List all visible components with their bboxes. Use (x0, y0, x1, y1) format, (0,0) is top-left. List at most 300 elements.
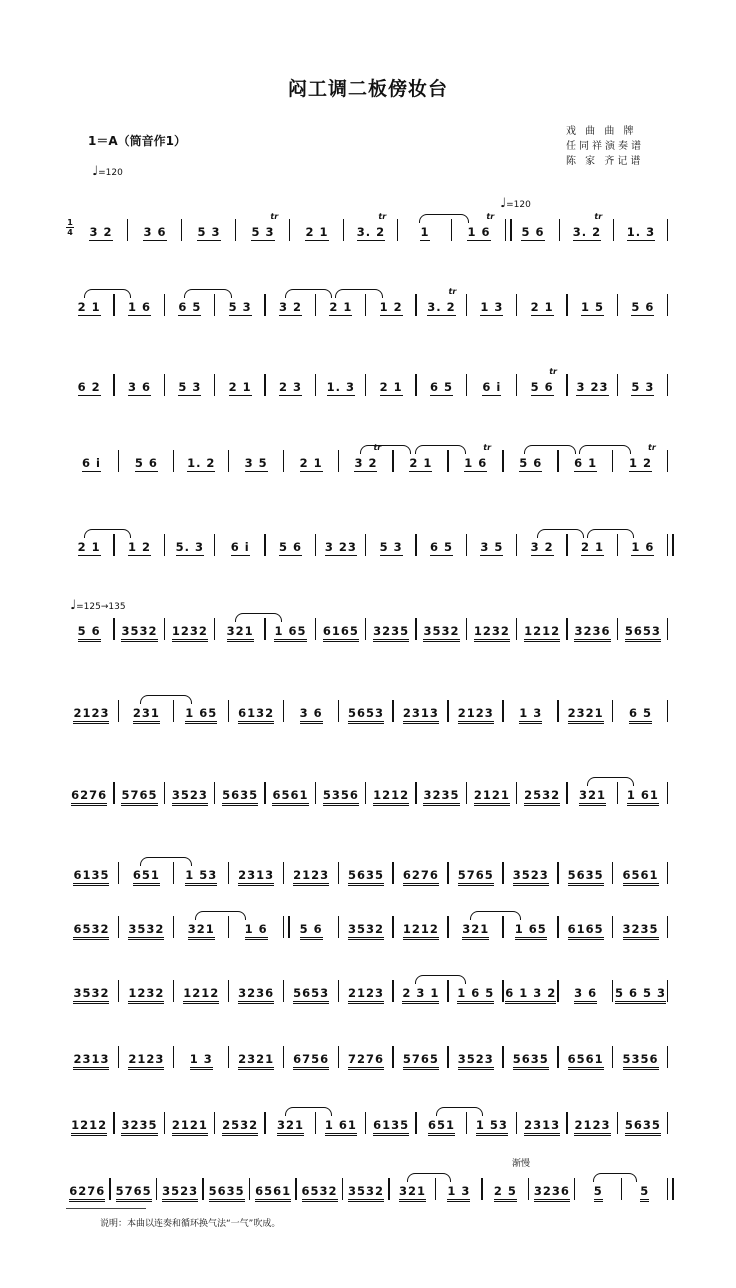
barline (315, 618, 316, 640)
measure (450, 922, 501, 946)
measure (469, 788, 515, 812)
slur-mark (415, 445, 466, 454)
note-group: 5765 (121, 788, 157, 806)
note-group: 1212 (373, 788, 409, 806)
measure (176, 456, 227, 480)
barline (667, 782, 668, 804)
barline (566, 618, 567, 640)
note-group: 1 6 (245, 922, 268, 940)
note-group: 2 1 (305, 225, 329, 239)
measure (217, 1118, 263, 1142)
measure (121, 706, 172, 730)
measure (66, 456, 117, 480)
measure (116, 624, 162, 648)
measure (121, 986, 172, 1010)
note-group: 5653 (348, 706, 384, 724)
barline (392, 980, 393, 1002)
measure (167, 540, 213, 564)
trill-mark: tr (486, 212, 495, 221)
barline (566, 782, 567, 804)
measure (505, 706, 556, 730)
note-group: 5765 (458, 868, 494, 886)
measure (450, 706, 501, 730)
barline (338, 916, 339, 938)
barline (365, 1112, 366, 1134)
barline (228, 862, 229, 884)
barline (415, 374, 416, 396)
barline (315, 782, 316, 804)
note-group: 2 1 (228, 380, 252, 394)
measure (66, 868, 117, 892)
barline (481, 1178, 482, 1200)
slur-mark (285, 289, 332, 298)
barline (612, 1046, 613, 1068)
note-group: 3 6 (143, 225, 167, 239)
note-group: 6165 (568, 922, 604, 940)
measure (569, 300, 615, 324)
measure (615, 868, 666, 892)
barline (415, 782, 416, 804)
measure (519, 540, 565, 564)
measure (184, 225, 234, 249)
barline (612, 980, 613, 1002)
barline (447, 980, 448, 1002)
measure (560, 456, 611, 480)
note-group: 3532 (348, 1184, 384, 1202)
measure (267, 380, 313, 404)
barline (214, 1112, 215, 1134)
note-group: 1232 (172, 624, 208, 642)
barline (164, 1112, 165, 1134)
trill-mark: tr (483, 443, 492, 452)
barline (667, 219, 668, 241)
note-group: 5653 (625, 624, 661, 642)
measure (121, 456, 172, 480)
note-group: 2123 (293, 868, 329, 886)
barline (557, 980, 558, 1002)
barline (617, 294, 618, 316)
note-group: 5 3 (251, 225, 275, 239)
measure (286, 868, 337, 892)
note-group: 3 2 (530, 540, 554, 554)
measure (569, 788, 615, 812)
measure (167, 380, 213, 404)
note-group: 1 3 (190, 1052, 213, 1070)
barline (667, 862, 668, 884)
note-group: 1. 3 (326, 380, 356, 394)
barline (283, 700, 284, 722)
barline (173, 1046, 174, 1068)
note-group: 5 6 5 3 (615, 986, 666, 1004)
note-group: 2 3 1 (402, 986, 439, 1004)
barline (557, 1046, 558, 1068)
barline (617, 534, 618, 556)
measure (368, 624, 414, 648)
barline (612, 450, 613, 472)
measure (454, 225, 504, 249)
note-group: 5765 (116, 1184, 152, 1202)
slur-mark (407, 1173, 451, 1182)
barline (118, 1046, 119, 1068)
barline (228, 450, 229, 472)
note-group: 1232 (128, 986, 164, 1004)
note-group: 1 61 (627, 788, 659, 806)
measure (505, 456, 556, 480)
measure (267, 540, 313, 564)
footnote-divider (66, 1208, 146, 1209)
note-group: 2313 (73, 1052, 109, 1070)
measure (66, 540, 112, 564)
trill-mark: tr (378, 212, 387, 221)
measure (286, 986, 337, 1010)
slur-mark (285, 1107, 332, 1116)
note-group: 1 6 (631, 540, 655, 554)
barline (392, 1046, 393, 1068)
note-group: 1212 (71, 1118, 107, 1136)
barline (264, 374, 265, 396)
measure (469, 540, 515, 564)
score-line (66, 1118, 670, 1142)
barline (338, 980, 339, 1002)
barline (338, 450, 339, 472)
measure (116, 1118, 162, 1142)
barline (118, 700, 119, 722)
barline (181, 219, 182, 241)
barline (466, 374, 467, 396)
measure (508, 225, 558, 249)
slur-mark (184, 289, 231, 298)
barline (617, 782, 618, 804)
measure (341, 986, 392, 1010)
measure (176, 1052, 227, 1076)
barline (365, 618, 366, 640)
barline (173, 700, 174, 722)
barline (264, 294, 265, 316)
measure (341, 1052, 392, 1076)
measure (231, 922, 282, 946)
barline (566, 1112, 567, 1134)
slur-mark (335, 289, 382, 298)
note-group: 3 6 (574, 986, 597, 1004)
note-group: 2532 (222, 1118, 258, 1136)
measure (560, 986, 611, 1010)
barline (447, 700, 448, 722)
note-group: 6276 (69, 1184, 105, 1202)
quarter-note-icon: ♩ (500, 196, 507, 211)
score-line (66, 868, 670, 892)
barline (566, 294, 567, 316)
note-group: 1 2 (379, 300, 403, 314)
note-group: 3235 (623, 922, 659, 940)
score-line (66, 1184, 670, 1208)
barline (164, 782, 165, 804)
measure (267, 1118, 313, 1142)
measure (450, 986, 501, 1010)
measure (569, 624, 615, 648)
measure (616, 225, 666, 249)
measure (66, 1052, 117, 1076)
credits (566, 124, 644, 169)
note-group: 5635 (209, 1184, 245, 1202)
note-group: 5 3 (178, 380, 202, 394)
credit-performer: 任同祥演奏谱 (566, 141, 644, 152)
note-group: 2121 (474, 788, 510, 806)
note-group: 6756 (293, 1052, 329, 1070)
barline (566, 374, 567, 396)
barline (667, 1112, 668, 1134)
measure (519, 788, 565, 812)
slur-mark (235, 613, 282, 622)
score-line (66, 367, 670, 404)
measure (116, 300, 162, 324)
score-line (66, 443, 670, 480)
measure (395, 706, 446, 730)
note-group: 5. 3 (175, 540, 205, 554)
slur-mark (579, 445, 630, 454)
note-group: 2121 (172, 1118, 208, 1136)
barline (343, 219, 344, 241)
barline (447, 1046, 448, 1068)
measure (341, 706, 392, 730)
barline (109, 1178, 110, 1200)
slur-mark (436, 1107, 483, 1116)
measure (116, 380, 162, 404)
measure (286, 922, 337, 946)
barline (466, 534, 467, 556)
note-group: 2321 (238, 1052, 274, 1070)
double-barline (667, 1178, 674, 1200)
note-group: 321 (579, 788, 606, 806)
barline (447, 450, 448, 472)
barline (502, 862, 503, 884)
measure (121, 922, 172, 946)
score-line (66, 706, 670, 730)
measure (450, 456, 501, 480)
measure (286, 706, 337, 730)
note-group: 651 (428, 1118, 455, 1136)
note-group: 2 1 (530, 300, 554, 314)
note-group: 1 2 (127, 540, 151, 554)
measure (341, 868, 392, 892)
barline (264, 534, 265, 556)
measure (569, 1118, 615, 1142)
note-group: 5 3 (197, 225, 221, 239)
note-group: 5 6 (78, 624, 101, 642)
note-group: 2 1 (580, 540, 604, 554)
measure (418, 380, 464, 404)
note-group: 5 3 (228, 300, 252, 314)
score-line (66, 922, 670, 946)
measure (620, 380, 666, 404)
measure (66, 380, 112, 404)
measure (569, 540, 615, 564)
barline (557, 700, 558, 722)
note-group: 5635 (568, 868, 604, 886)
barline (113, 1112, 114, 1134)
note-group: 2313 (524, 1118, 560, 1136)
measure (505, 986, 556, 1010)
measure (519, 624, 565, 648)
measure (167, 788, 213, 812)
barline (617, 1112, 618, 1134)
barline (397, 219, 398, 241)
note-group: 6 5 (429, 540, 453, 554)
barline (342, 1178, 343, 1200)
note-group: 5635 (625, 1118, 661, 1136)
barline (295, 1178, 296, 1200)
measure (267, 300, 313, 324)
measure (418, 540, 464, 564)
note-group: 5 6 (134, 456, 158, 470)
measure (66, 986, 117, 1010)
tempo-marking-top: ♩=120 (92, 164, 123, 179)
measure (112, 1184, 154, 1208)
measure (231, 1052, 282, 1076)
measure (116, 540, 162, 564)
measure (167, 1118, 213, 1142)
barline (415, 618, 416, 640)
measure (341, 922, 392, 946)
note-group: 3 2 (354, 456, 378, 470)
barline (566, 534, 567, 556)
barline (617, 374, 618, 396)
barline (557, 450, 558, 472)
note-group: 3. 2 (427, 300, 456, 314)
note-group: 2123 (128, 1052, 164, 1070)
measure (267, 788, 313, 812)
barline (164, 294, 165, 316)
note-group: 6 i (81, 456, 101, 470)
ritardando-marking: 渐慢 (512, 1159, 531, 1169)
note-group: 231 (133, 706, 160, 724)
barline (516, 534, 517, 556)
barline (338, 1046, 339, 1068)
barline (113, 618, 114, 640)
slur-mark (587, 777, 634, 786)
credit-source: 戏 曲 曲 牌 (566, 126, 637, 137)
note-group: 1 6 (464, 456, 488, 470)
measure (176, 706, 227, 730)
note-group: 6 i (482, 380, 502, 394)
measure (267, 624, 313, 648)
barline (466, 294, 467, 316)
barline (113, 294, 114, 316)
barline (113, 374, 114, 396)
note-group: 6132 (238, 706, 274, 724)
note-group: 5 6 (300, 922, 323, 940)
note-group: 5356 (323, 788, 359, 806)
note-group: 5 3 (631, 380, 655, 394)
measure (505, 868, 556, 892)
barline (164, 534, 165, 556)
measure (217, 300, 263, 324)
barline (228, 916, 229, 938)
note-group: 6 5 (629, 706, 652, 724)
measure (519, 1118, 565, 1142)
slur-mark (524, 445, 575, 454)
note-group: 5 3 (379, 540, 403, 554)
barline (228, 700, 229, 722)
barline (392, 700, 393, 722)
barline (415, 294, 416, 316)
note-group: 5 (640, 1184, 649, 1202)
barline (451, 219, 452, 241)
note-group: 3236 (574, 624, 610, 642)
barline (415, 1112, 416, 1134)
barline (612, 862, 613, 884)
measure (560, 1052, 611, 1076)
note-group: 6 1 (574, 456, 598, 470)
barline (516, 618, 517, 640)
measure (615, 1052, 666, 1076)
score-line (66, 986, 670, 1010)
barline (557, 916, 558, 938)
barline (667, 374, 668, 396)
note-group: 5635 (513, 1052, 549, 1070)
measure (318, 788, 364, 812)
measure (620, 1118, 666, 1142)
measure (469, 380, 515, 404)
measure (368, 380, 414, 404)
measure (130, 225, 180, 249)
measure (368, 300, 414, 324)
trill-mark: tr (594, 212, 603, 221)
barline (667, 618, 668, 640)
note-group: 6561 (568, 1052, 604, 1070)
barline (156, 1178, 157, 1200)
note-group: 3236 (534, 1184, 570, 1202)
measure (66, 706, 117, 730)
measure (231, 456, 282, 480)
measure (450, 868, 501, 892)
measure (400, 225, 450, 249)
measure (318, 1118, 364, 1142)
barline (621, 1178, 622, 1200)
slur-mark (470, 911, 521, 920)
barline (283, 862, 284, 884)
barline (559, 219, 560, 241)
note-group: 5635 (222, 788, 258, 806)
slur-mark (84, 529, 131, 538)
measure (391, 1184, 433, 1208)
note-group: 3. 2 (572, 225, 602, 239)
measure (418, 624, 464, 648)
measure (217, 624, 263, 648)
note-group: 2 1 (329, 300, 353, 314)
measure (395, 986, 446, 1010)
note-group: 3 6 (300, 706, 323, 724)
note-group: 1 65 (274, 624, 306, 642)
measure (418, 300, 464, 324)
score-line (66, 624, 670, 648)
measure (217, 540, 263, 564)
double-barline (667, 534, 674, 556)
measure (66, 1184, 108, 1208)
measure (346, 225, 396, 249)
barline (617, 618, 618, 640)
note-group: 6165 (323, 624, 359, 642)
trill-mark: tr (648, 443, 656, 452)
slur-mark (587, 529, 634, 538)
note-group: 3. 2 (356, 225, 386, 239)
score-line (66, 287, 670, 324)
note-group: 5 6 (631, 300, 655, 314)
barline (283, 450, 284, 472)
note-group: 1 61 (325, 1118, 357, 1136)
barline (264, 782, 265, 804)
score-line (66, 212, 670, 249)
measure (560, 922, 611, 946)
